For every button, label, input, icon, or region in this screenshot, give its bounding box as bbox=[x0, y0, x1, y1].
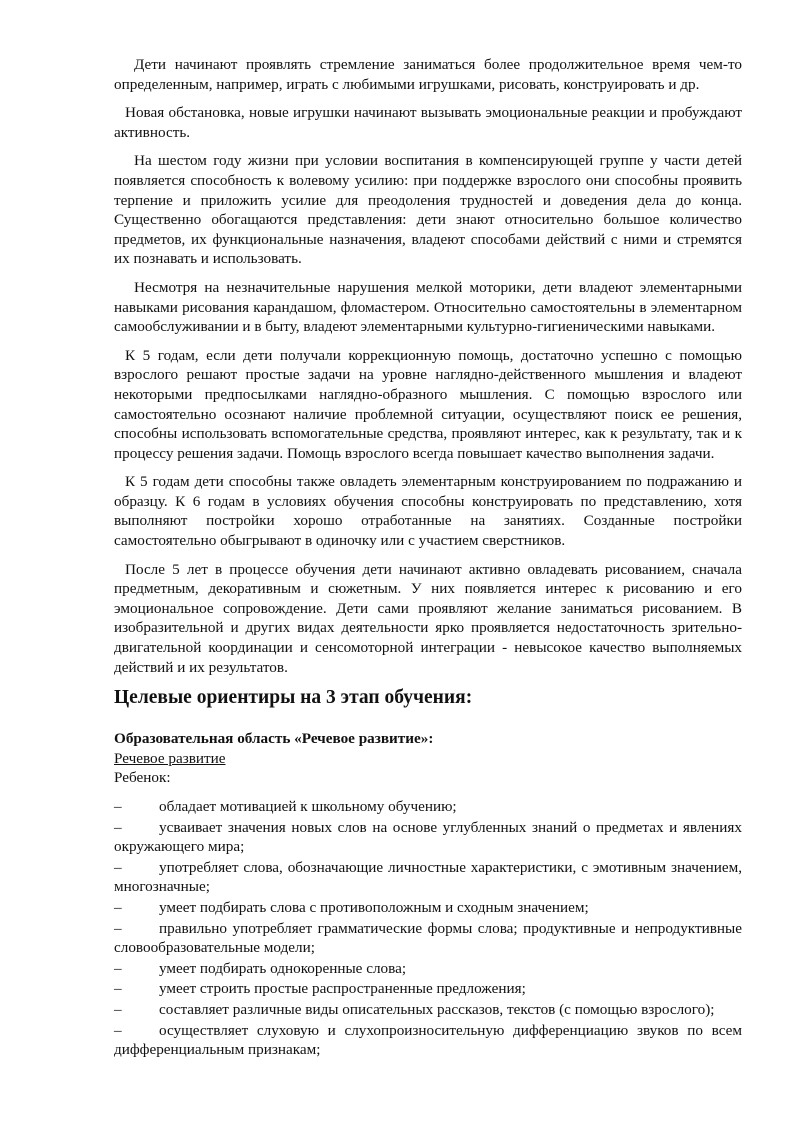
dash-bullet: – bbox=[114, 858, 122, 876]
dash-bullet: – bbox=[114, 980, 122, 998]
paragraph-4: Несмотря на незначительные нарушения мелкой моторики, дети владеют элементарными навыками рисования карандашом, фломастером. Относительно самостоятельны в элементарном самообслуживании и в быту, владеют элементарными культурно-гигиеническими навыками. bbox=[114, 278, 742, 336]
list-item-text: осуществляет слуховую и слухопроизносительную дифференциацию звуков по всем дифференциальным признакам; bbox=[114, 1021, 742, 1059]
list-item bbox=[114, 1000, 742, 1020]
list-item bbox=[114, 1021, 742, 1060]
list-item-text: умеет подбирать однокоренные слова; bbox=[159, 959, 407, 977]
list-item bbox=[114, 979, 742, 999]
paragraph-5: К 5 годам, если дети получали коррекционную помощь, достаточно успешно с помощью взрослого решают простые задачи на уровне наглядно-действенного мышления и владеют некоторыми предпосылками наглядно-образного мышления. С помощью взрослого или самостоятельно осознают наличие проблемной ситуации, осуществляют поиск ее решения, способны использовать вспомогательные средства, проявляют интерес, как к результату, так и к процессу решения задачи. Помощь взрослого всегда повышает качество выполнения задачи. bbox=[114, 346, 742, 462]
list-item-text: употребляет слова, обозначающие личностные характеристики, с эмотивным значением, многозначные; bbox=[114, 858, 742, 896]
list-item-text: усваивает значения новых слов на основе углубленных знаний о предметах и явлениях окружающего мира; bbox=[114, 818, 742, 856]
list-item-text: правильно употребляет грамматические формы слова; продуктивные и непродуктивные словообразовательные модели; bbox=[114, 919, 742, 957]
list-item-text: умеет подбирать слова с противоположным и сходным значением; bbox=[159, 898, 589, 916]
subsection-title: Речевое развитие bbox=[114, 749, 226, 767]
area-title: Образовательная область «Речевое развитие»: bbox=[114, 730, 434, 748]
target-list bbox=[114, 797, 742, 1060]
list-item bbox=[114, 797, 742, 817]
list-item bbox=[114, 919, 742, 958]
section-heading: Целевые ориентиры на 3 этап обучения: bbox=[114, 687, 473, 709]
list-item bbox=[114, 858, 742, 897]
document-page bbox=[114, 55, 742, 1061]
paragraph-7: После 5 лет в процессе обучения дети начинают активно овладевать рисованием, сначала предметным, декоративным и сюжетным. У них появляется интерес к рисованию и его эмоциональное сопровождение. Дети сами проявляют желание заниматься рисованием. В изобразительной и других видах деятельности ярко проявляется недостаточность зрительно-двигательной координации и сенсомоторной интеграции - невысокое качество выполняемых действий и их результатов. bbox=[114, 560, 742, 676]
paragraph-2: Новая обстановка, новые игрушки начинают вызывать эмоциональные реакции и пробуждают активность. bbox=[114, 104, 742, 141]
dash-bullet: – bbox=[114, 818, 122, 836]
dash-bullet: – bbox=[114, 1021, 122, 1039]
dash-bullet: – bbox=[114, 959, 122, 977]
list-item bbox=[114, 898, 742, 918]
list-item bbox=[114, 959, 742, 979]
dash-bullet: – bbox=[114, 1000, 122, 1018]
dash-bullet: – bbox=[114, 919, 122, 937]
paragraph-1: Дети начинают проявлять стремление заниматься более продолжительное время чем-то определенным, например, играть с любимыми игрушками, рисовать, конструировать и др. bbox=[114, 56, 742, 93]
list-lead: Ребенок: bbox=[114, 769, 171, 787]
list-item-text: составляет различные виды описательных рассказов, текстов (с помощью взрослого); bbox=[159, 1000, 715, 1018]
dash-bullet: – bbox=[114, 798, 122, 815]
list-item-text: умеет строить простые распространенные предложения; bbox=[159, 980, 526, 998]
list-item bbox=[114, 818, 742, 857]
paragraph-6: К 5 годам дети способны также овладеть элементарным конструированием по подражанию и образцу. К 6 годам в условиях обучения способны конструировать по представлению, хотя выполняют постройки хорошо отработанные на занятиях. Созданные постройки самостоятельно обыгрывают в одиночку или с участием сверстников. bbox=[114, 473, 742, 550]
list-item-text: обладает мотивацией к школьному обучению; bbox=[159, 798, 457, 815]
paragraph-3: На шестом году жизни при условии воспитания в компенсирующей группе у части детей появляется способность к волевому усилию: при поддержке взрослого они способны проявить терпение и приложить усилие для преодоления трудностей и доведения дела до конца. Существенно обогащаются представления: дети знают относительно большое количество предметов, их функциональные назначения, владеют способами действий с ними и стремятся их познавать и использовать. bbox=[114, 152, 742, 268]
dash-bullet: – bbox=[114, 898, 122, 916]
